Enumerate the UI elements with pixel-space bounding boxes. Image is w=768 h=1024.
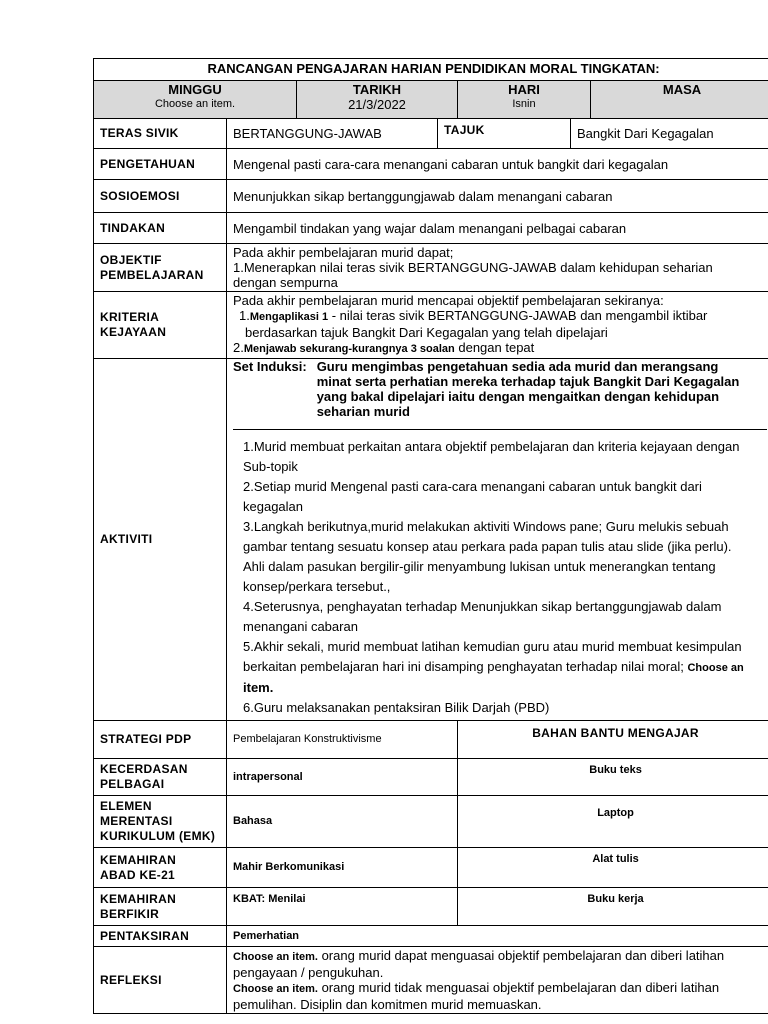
refleksi-line-1: Choose an item. orang murid dapat menguasai objektif pembelajaran dan diberi latihan xyxy=(233,948,725,963)
step-2a: 2.Setiap murid Mengenal pasti cara-cara menangani cabaran untuk bangkit dari xyxy=(243,479,702,494)
tindakan-value: Mengambil tindakan yang wajar dalam menangani pelbagai cabaran xyxy=(227,213,768,244)
emk-label: ELEMEN MERENTASI KURIKULUM (EMK) xyxy=(94,796,227,848)
hari-label: HARI xyxy=(508,82,540,97)
minggu-label: MINGGU xyxy=(168,82,222,97)
bbm-alat-tulis: Alat tulis xyxy=(458,848,768,888)
step-3a: 3.Langkah berikutnya,murid melakukan aktiviti Windows pane; Guru melukis sebuah xyxy=(243,519,729,534)
step-5d: item. xyxy=(243,680,274,695)
pentaksiran-value: Pemerhatian xyxy=(227,926,768,947)
objektif-line-2: 1.Menerapkan nilai teras sivik BERTANGGUNG-JAWAB dalam kehidupan seharian xyxy=(233,260,713,275)
tarikh-cell xyxy=(297,81,458,119)
bbm-buku-teks: Buku teks xyxy=(458,759,768,796)
refleksi-dropdown-2[interactable]: Choose an item. xyxy=(233,983,318,995)
masa-label: MASA xyxy=(662,82,702,97)
step-5b: berkaitan pembelajaran hari ini disamping penghayatan terhadap nilai moral; Choose an xyxy=(243,659,744,674)
set-induksi xyxy=(233,359,767,419)
kriteria-line-2: 1.Mengaplikasi 1 - nilai teras sivik BERTANGGUNG-JAWAB dan mengambil iktibar xyxy=(239,308,708,323)
tarikh-value: 21/3/2022 xyxy=(348,97,406,112)
set-induksi-line-3: yang bakal dipelajari iaitu dengan mengaitkan dengan kehidupan xyxy=(316,389,720,404)
step-5a: 5.Akhir sekali, murid membuat latihan kemudian guru atau murid membuat kesimpulan xyxy=(243,639,742,654)
lesson-plan-page xyxy=(93,58,768,1014)
emk-value: Bahasa xyxy=(227,796,458,848)
kriteria-line-1: Pada akhir pembelajaran murid mencapai objektif pembelajaran sekiranya: xyxy=(233,293,664,308)
refleksi-line-4: pemulihan. Disiplin dan komitmen murid memuaskan. xyxy=(233,997,542,1012)
aktiviti-value xyxy=(227,359,768,721)
step-2b: kegagalan xyxy=(243,499,303,514)
objektif-line-1: Pada akhir pembelajaran murid dapat; xyxy=(233,245,454,260)
refleksi-line-3: Choose an item. orang murid tidak menguasai objektif pembelajaran dan diberi latihan xyxy=(233,980,720,995)
step-4b: menangani cabaran xyxy=(243,619,358,634)
kecerdasan-label: KECERDASAN PELBAGAI xyxy=(94,759,227,796)
step-1a: 1.Murid membuat perkaitan antara objektif pembelajaran dan kriteria kejayaan dengan xyxy=(243,439,740,454)
objektif-value xyxy=(227,244,768,292)
step-3b: gambar tentang sesuatu konsep atau perkara pada papan tulis atau slide (jika perlu). xyxy=(243,539,732,554)
set-induksi-line-2: minat serta perhatian mereka terhadap tajuk Bangkit Dari Kegagalan xyxy=(316,374,740,389)
choose-item-dropdown[interactable]: Choose an xyxy=(687,662,744,674)
tarikh-label: TARIKH xyxy=(352,82,402,97)
abad21-value: Mahir Berkomunikasi xyxy=(227,848,458,888)
objektif-label-2: PEMBELAJARAN xyxy=(100,267,204,282)
bbm-label: BAHAN BANTU MENGAJAR xyxy=(458,721,768,759)
kecerdasan-value: intrapersonal xyxy=(227,759,458,796)
berfikir-value: KBAT: Menilai xyxy=(227,888,458,926)
minggu-cell xyxy=(94,81,297,119)
aktiviti-label: AKTIVITI xyxy=(94,359,227,721)
sosioemosi-label: SOSIOEMOSI xyxy=(94,180,227,213)
kriteria-line-3: berdasarkan tajuk Bangkit Dari Kegagalan yang telah dipelajari xyxy=(245,325,608,340)
abad21-label: KEMAHIRAN ABAD KE-21 xyxy=(94,848,227,888)
pengetahuan-label: PENGETAHUAN xyxy=(94,149,227,180)
bbm-buku-kerja: Buku kerja xyxy=(458,888,768,926)
step-6: 6.Guru melaksanakan pentaksiran Bilik Darjah (PBD) xyxy=(243,700,550,715)
tajuk-value: Bangkit Dari Kegagalan xyxy=(571,119,768,149)
kriteria-value xyxy=(227,292,768,359)
strategi-value: Pembelajaran Konstruktivisme xyxy=(227,721,458,759)
kriteria-line-4: 2.Menjawab sekurang-kurangnya 3 soalan dengan tepat xyxy=(233,340,535,355)
kriteria-label-2: KEJAYAAN xyxy=(100,325,167,339)
kriteria-label-1: KRITERIA xyxy=(100,310,160,324)
refleksi-line-2: pengayaan / pengukuhan. xyxy=(233,965,384,980)
hari-cell xyxy=(458,81,591,119)
tajuk-label: TAJUK xyxy=(438,119,571,149)
step-3d: konsep/perkara tersebut., xyxy=(243,579,391,594)
document-title: RANCANGAN PENGAJARAN HARIAN PENDIDIKAN MORAL TINGKATAN: xyxy=(94,59,768,81)
objektif-line-3: dengan sempurna xyxy=(233,275,338,290)
set-induksi-line-1: Guru mengimbas pengetahuan sedia ada murid dan merangsang xyxy=(316,359,719,374)
minggu-dropdown[interactable]: Choose an item. xyxy=(154,98,236,110)
pengetahuan-value: Mengenal pasti cara-cara menangani cabaran untuk bangkit dari kegagalan xyxy=(227,149,768,180)
berfikir-label: KEMAHIRAN BERFIKIR xyxy=(94,888,227,926)
lesson-plan-table xyxy=(93,58,768,1014)
refleksi-value xyxy=(227,947,768,1014)
teras-sivik-value: BERTANGGUNG-JAWAB xyxy=(227,119,438,149)
strategi-label: STRATEGI PDP xyxy=(94,721,227,759)
step-4a: 4.Seterusnya, penghayatan terhadap Menunjukkan sikap bertanggungjawab dalam xyxy=(243,599,722,614)
masa-cell xyxy=(591,81,768,119)
objektif-label xyxy=(94,244,227,292)
refleksi-label: REFLEKSI xyxy=(94,947,227,1014)
set-induksi-label: Set Induksi: xyxy=(233,359,307,374)
step-3c: Ahli dalam pasukan bergilir-gilir menyambung lukisan untuk menerangkan tentang xyxy=(243,559,716,574)
pentaksiran-label: PENTAKSIRAN xyxy=(94,926,227,947)
objektif-label-1: OBJEKTIF xyxy=(100,252,162,267)
refleksi-dropdown-1[interactable]: Choose an item. xyxy=(233,951,318,963)
divider xyxy=(233,429,767,430)
activity-steps xyxy=(233,438,767,717)
tindakan-label: TINDAKAN xyxy=(94,213,227,244)
hari-value: Isnin xyxy=(512,98,536,110)
kriteria-label xyxy=(94,292,227,359)
step-1b: Sub-topik xyxy=(243,459,298,474)
set-induksi-line-4: seharian murid xyxy=(316,404,410,419)
bbm-laptop: Laptop xyxy=(458,796,768,848)
teras-sivik-label: TERAS SIVIK xyxy=(94,119,227,149)
sosioemosi-value: Menunjukkan sikap bertanggungjawab dalam menangani cabaran xyxy=(227,180,768,213)
